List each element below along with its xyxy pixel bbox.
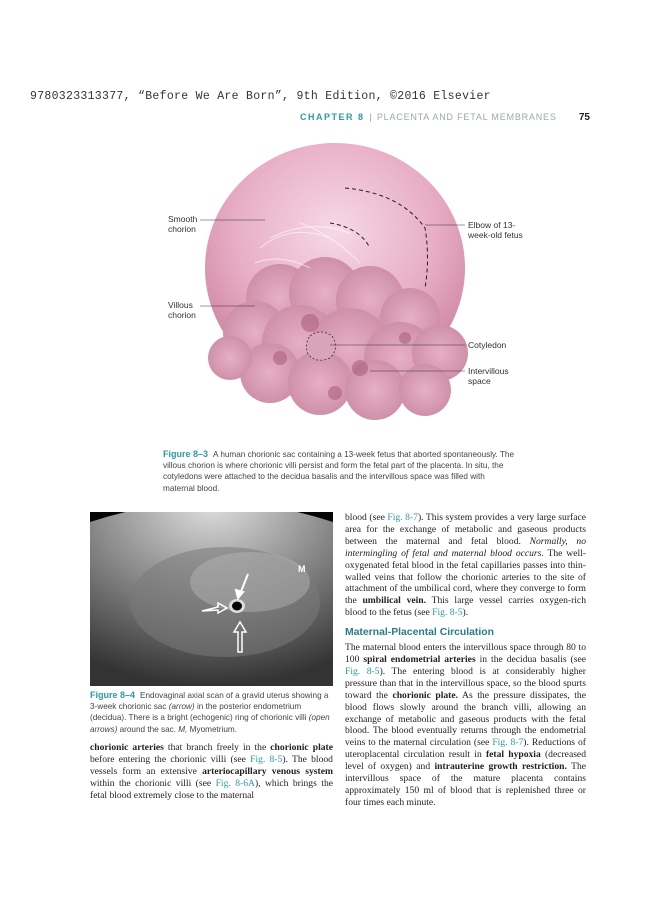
figure-link[interactable]: Fig. 8-5 bbox=[345, 665, 380, 677]
label-elbow-of-fetus: Elbow of 13-week-old fetus bbox=[468, 220, 523, 240]
caption-text: around the sac. bbox=[117, 724, 179, 734]
label-smooth-chorion: Smooth chorion bbox=[168, 214, 198, 234]
running-head bbox=[300, 112, 590, 122]
emphasis: Normally, no intermingling of fetal and maternal blood occurs. bbox=[345, 535, 586, 559]
left-column-text bbox=[90, 742, 333, 802]
body-text: blood (see bbox=[345, 512, 388, 523]
body-text: (decreased level of oxygen) and bbox=[345, 749, 586, 773]
label-intervillous-space: Intervillous space bbox=[468, 366, 509, 386]
right-column-text bbox=[345, 512, 586, 809]
left-paragraph bbox=[90, 742, 333, 802]
body-text: ). This system provides a very large surface area for the exchange of metabolic and gaseous products between the maternal and fetal blood. bbox=[345, 512, 586, 547]
caption-text: Endovaginal axial scan of a gravid uterus showing a 3-week chorionic sac bbox=[90, 691, 329, 712]
right-paragraph-1 bbox=[345, 512, 586, 619]
ultrasound-scan bbox=[90, 512, 333, 686]
term: fetal hypoxia bbox=[485, 749, 541, 761]
body-text: ). Reductions of uteroplacental circulation result in bbox=[345, 737, 586, 761]
body-text: The intervillous space of the mature placenta contains approximately 150 ml of blood that is replenished three or four times each minute. bbox=[345, 761, 586, 808]
chorionic-sac-photo bbox=[160, 128, 515, 438]
body-text: The maternal blood enters the intervillous space through 80 to 100 bbox=[345, 642, 586, 665]
copyright-watermark: 9780323313377, “Before We Are Born”, 9th Edition, ©2016 Elsevier bbox=[30, 90, 491, 103]
body-text: This large vessel carries oxygen-rich blood to the fetus (see bbox=[345, 595, 586, 619]
body-text: ). The blood vessels form an extensive bbox=[90, 753, 333, 777]
term: chorionic plate bbox=[270, 742, 333, 753]
body-text: within the chorionic villi (see bbox=[90, 777, 216, 789]
chapter-label: CHAPTER 8 bbox=[300, 112, 365, 122]
page-number: 75 bbox=[578, 112, 590, 123]
figure-link[interactable]: Fig. 8-5 bbox=[432, 607, 463, 619]
body-text: The well-oxygenated fetal blood in the fetal capillaries passes into thin-walled veins that follow the chorionic arteries to the site of attachment of the umbilical cord, where they converge to form the bbox=[345, 547, 586, 607]
figure-link[interactable]: Fig. 8-7 bbox=[492, 737, 524, 749]
body-text: in the decidua basalis (see bbox=[475, 653, 587, 665]
figure-8-3-caption bbox=[163, 449, 518, 494]
figure-8-3-caption-text: A human chorionic sac containing a 13-week fetus that aborted spontaneously. The villous chorion is where chorionic villi persist and form the fetal part of the placenta. In situ, the cotyledons were attached to the decidua basalis and the intervillous space was filled with maternal blood. bbox=[163, 450, 515, 493]
term: chorionic arteries bbox=[90, 742, 164, 753]
figure-link[interactable]: Fig. 8-5 bbox=[250, 753, 283, 765]
body-text: ), which brings the fetal blood extremely close to the maternal bbox=[90, 777, 333, 801]
body-text: that branch freely in the bbox=[163, 742, 271, 753]
term: chorionic plate. bbox=[392, 689, 459, 701]
ultrasound-label-m: M bbox=[298, 564, 306, 574]
running-head-divider: | bbox=[369, 112, 372, 122]
body-text: ). bbox=[462, 607, 469, 619]
figure-8-4-label: Figure 8–4 bbox=[90, 690, 136, 700]
term: arteriocapillary venous system bbox=[202, 765, 333, 777]
body-text: before entering the chorionic villi (see bbox=[90, 753, 251, 765]
figure-link[interactable]: Fig. 8-7 bbox=[387, 512, 418, 523]
figure-8-4-ultrasound bbox=[90, 512, 333, 686]
figure-8-3-label: Figure 8–3 bbox=[163, 449, 209, 459]
right-paragraph-2 bbox=[345, 642, 586, 809]
label-cotyledon: Cotyledon bbox=[468, 340, 507, 350]
figure-link[interactable]: Fig. 8-6A bbox=[215, 777, 255, 789]
caption-text: Myometrium. bbox=[187, 724, 237, 734]
section-heading: Maternal-Placental Circulation bbox=[345, 627, 494, 639]
body-text: As the pressure dissipates, the blood flows slowly around the branch villi, allowing an exchange of metabolic and gaseous products with the fetal blood. The blood eventually returns through the endometrial veins to the maternal circulation (see bbox=[345, 689, 586, 749]
term: spiral endometrial arteries bbox=[363, 653, 476, 665]
term: umbilical vein. bbox=[362, 595, 427, 607]
body-text: ). The entering blood is at considerably higher pressure than that in the intervillous space, so the blood spurts toward the bbox=[345, 665, 586, 701]
section-title: PLACENTA AND FETAL MEMBRANES bbox=[376, 112, 557, 122]
caption-emphasis: (arrow) bbox=[168, 702, 195, 712]
caption-emphasis: (open arrows) bbox=[90, 713, 330, 734]
figure-8-4-caption bbox=[90, 690, 333, 735]
figure-8-3 bbox=[160, 128, 523, 438]
caption-emphasis: M, bbox=[178, 724, 188, 734]
caption-text: in the posterior endometrium (decidua). There is a bright (echogenic) ring of chorionic villi bbox=[90, 702, 309, 723]
term: intrauterine growth restriction. bbox=[434, 761, 567, 773]
label-villous-chorion: Villous chorion bbox=[168, 300, 196, 320]
